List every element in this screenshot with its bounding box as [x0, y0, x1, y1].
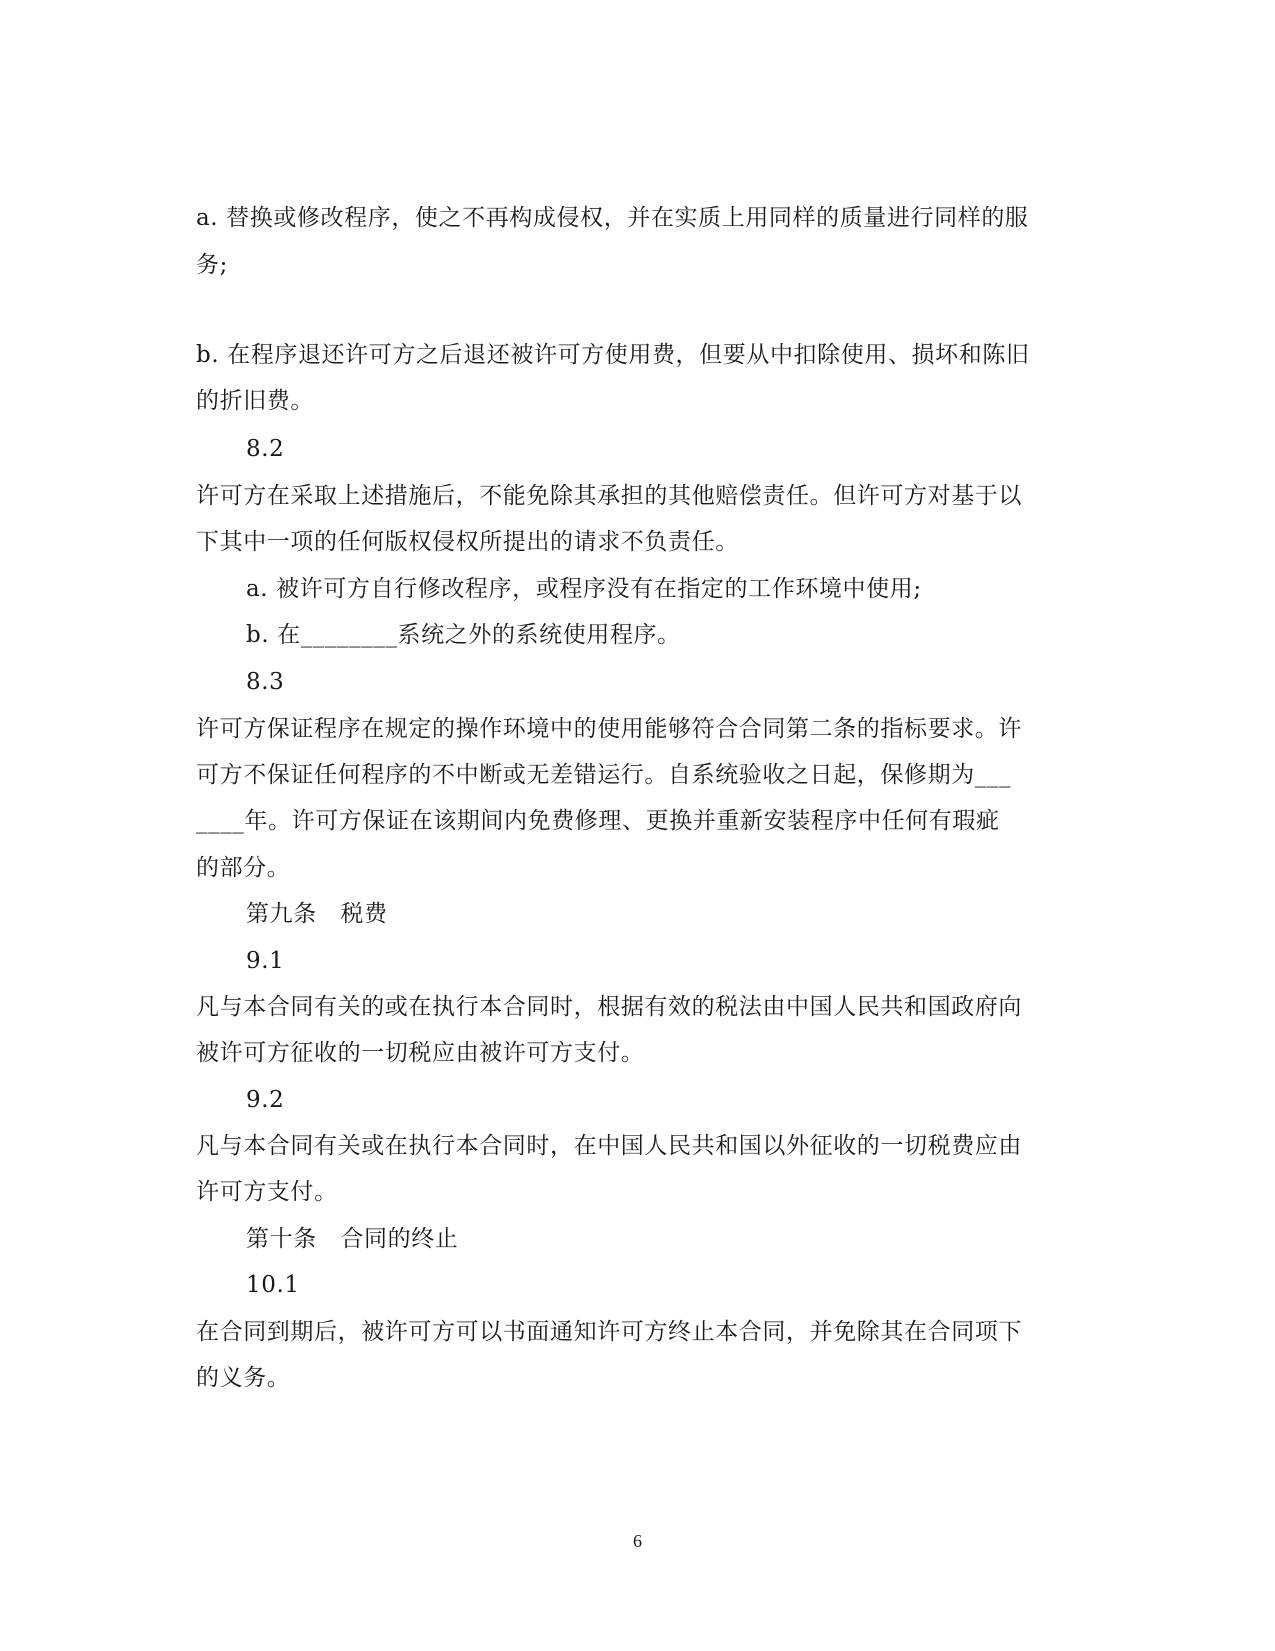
- section-number: 8.2: [246, 436, 285, 462]
- article-heading: 第十条 合同的终止: [246, 1226, 459, 1252]
- section-number: 9.2: [246, 1087, 285, 1113]
- paragraph-line: 可方不保证任何程序的不中断或无差错运行。自系统验收之日起，保修期为___: [196, 762, 1012, 788]
- paragraph-line: 被许可方征收的一切税应由被许可方支付。: [196, 1040, 645, 1066]
- paragraph-line: 下其中一项的任何版权侵权所提出的请求不负责任。: [196, 529, 739, 555]
- paragraph-line: 许可方支付。: [196, 1179, 338, 1205]
- paragraph-line: 的义务。: [196, 1365, 291, 1391]
- list-item: a. 被许可方自行修改程序，或程序没有在指定的工作环境中使用;: [246, 576, 922, 602]
- section-number: 8.3: [246, 669, 285, 695]
- list-item: b. 在________系统之外的系统使用程序。: [246, 622, 681, 648]
- paragraph-line: 凡与本合同有关或在执行本合同时，在中国人民共和国以外征收的一切税费应由: [196, 1133, 1022, 1159]
- paragraph-line: 在合同到期后，被许可方可以书面通知许可方终止本合同，并免除其在合同项下: [196, 1319, 1022, 1345]
- paragraph-line: 许可方保证程序在规定的操作环境中的使用能够符合合同第二条的指标要求。许: [196, 716, 1022, 742]
- paragraph-line: 的折旧费。: [196, 388, 314, 414]
- section-number: 10.1: [246, 1272, 300, 1298]
- paragraph-line: 务;: [196, 252, 228, 278]
- paragraph-line: a. 替换或修改程序，使之不再构成侵权，并在实质上用同样的质量进行同样的服: [196, 205, 1029, 231]
- paragraph-line: 许可方在采取上述措施后，不能免除其承担的其他赔偿责任。但许可方对基于以: [196, 483, 1022, 509]
- article-heading: 第九条 税费: [246, 901, 388, 927]
- paragraph-line: 凡与本合同有关的或在执行本合同时，根据有效的税法由中国人民共和国政府向: [196, 994, 1022, 1020]
- paragraph-line: ____年。许可方保证在该期间内免费修理、更换并重新安装程序中任何有瑕疵: [196, 808, 1000, 834]
- paragraph-line: 的部分。: [196, 855, 291, 881]
- paragraph-line: b. 在程序退还许可方之后退还被许可方使用费，但要从中扣除使用、损坏和陈旧: [196, 342, 1030, 368]
- section-number: 9.1: [246, 948, 285, 974]
- page-number: 6: [633, 1531, 642, 1551]
